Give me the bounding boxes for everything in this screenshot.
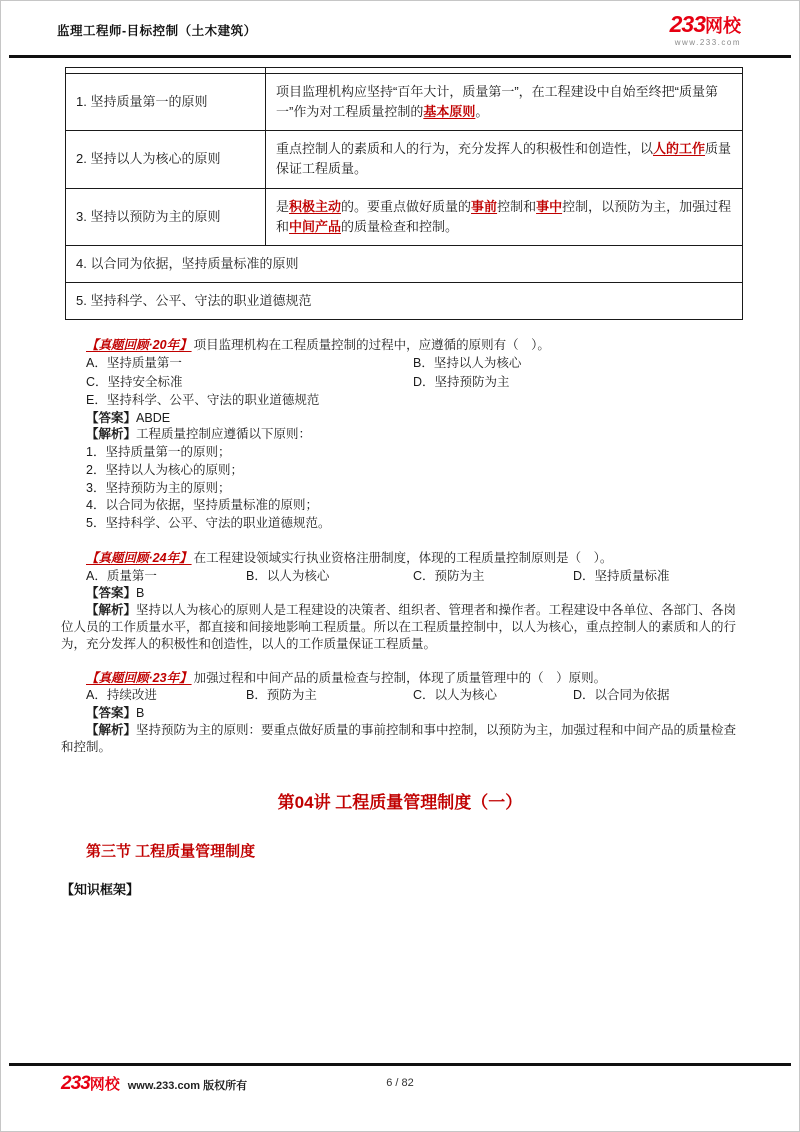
page-number: 6 / 82 <box>386 1077 414 1089</box>
analysis-label: 【解析】 <box>86 602 137 617</box>
content-body <box>61 337 739 897</box>
table-cell-description: 重点控制人的素质和人的行为，充分发挥人的积极性和创造性，以人的工作质量保证工程质量。 <box>266 131 743 188</box>
analysis-line <box>61 602 739 653</box>
header-rule <box>9 55 791 58</box>
answer-line <box>61 705 739 722</box>
option-row <box>86 373 739 392</box>
analysis-item: 5．坚持科学、公平、守法的职业道德规范。 <box>86 516 331 531</box>
option-b: B．以人为核心 <box>246 568 330 583</box>
answer-line <box>61 410 739 427</box>
analysis-label: 【解析】 <box>86 427 137 442</box>
analysis-list <box>61 443 739 532</box>
option-d: D．坚持质量标准 <box>573 568 670 583</box>
footer-brand <box>61 1073 247 1095</box>
header-title: 监理工程师-目标控制（土木建筑） <box>57 24 257 38</box>
table-cell-principle: 5. 坚持科学、公平、守法的职业道德规范 <box>66 282 743 319</box>
option-a: A．持续改进 <box>86 688 157 703</box>
table-row <box>66 188 743 245</box>
quality-principles-table <box>65 67 743 320</box>
question-line <box>61 337 739 354</box>
page-footer <box>1 1063 799 1095</box>
analysis-text: 坚持以人为核心的原则人是工程建设的决策者、组织者、管理者和操作者。工程建设中各单位、各部门、各岗位人员的工作质量水平，都直接和间接地影响工程质量。所以在工程质量控制中，以人为核心，重点控制人的素质和人的行为，充分发挥人的积极性和创造性，以人的工作质量保证工程质量。 <box>61 602 737 651</box>
analysis-intro: 工程质量控制应遵循以下原则： <box>136 427 312 442</box>
table-cell-principle: 4. 以合同为依据，坚持质量标准的原则 <box>66 245 743 282</box>
lecture-heading: 第04讲 工程质量管理制度（一） <box>277 792 523 812</box>
analysis-label: 【解析】 <box>86 722 137 737</box>
analysis-item: 1．坚持质量第一的原则； <box>86 444 231 459</box>
table-cell-description: 是积极主动的。要重点做好质量的事前控制和事中控制，以预防为主，加强过程和中间产品的质量检查和控制。 <box>266 188 743 245</box>
table-row <box>66 282 743 319</box>
footer-row <box>1 1066 799 1095</box>
analysis-line <box>61 722 739 756</box>
question-line <box>61 550 739 567</box>
table-cell-principle: 3. 坚持以预防为主的原则 <box>66 188 266 245</box>
option-row <box>86 354 739 373</box>
question-tag: 【真题回顾·20年】 <box>86 338 192 353</box>
analysis-line <box>61 426 739 443</box>
option-row <box>86 391 739 410</box>
table-row <box>66 131 743 188</box>
brand-logo-number: 233 <box>669 11 705 37</box>
options-list <box>86 354 739 410</box>
question-text: 加强过程和中间产品的质量检查与控制，体现了质量管理中的（ ）原则。 <box>193 670 607 685</box>
answer-label: 【答案】 <box>86 410 137 425</box>
answer-value: B <box>136 586 145 600</box>
option-d: D．坚持预防为主 <box>413 374 510 389</box>
analysis-item: 4．以合同为依据，坚持质量标准的原则； <box>86 498 318 513</box>
option-a: A．坚持质量第一 <box>86 356 182 370</box>
brand-logo-name: 网校 <box>705 16 741 36</box>
option-b: B．预防为主 <box>246 688 317 703</box>
table-row <box>66 74 743 131</box>
footer-logo-name: 网校 <box>89 1076 120 1093</box>
question-block-2020 <box>61 337 739 533</box>
option-c: C．坚持安全标准 <box>86 374 183 389</box>
answer-value: ABDE <box>136 410 171 425</box>
footer-logo-number: 233 <box>61 1073 90 1094</box>
table-cell-principle: 2. 坚持以人为核心的原则 <box>66 131 266 188</box>
question-text: 项目监理机构在工程质量控制的过程中，应遵循的原则有（ ）。 <box>193 338 550 353</box>
table-row <box>66 245 743 282</box>
analysis-item: 2．坚持以人为核心的原则； <box>86 462 243 477</box>
options-list <box>86 686 739 705</box>
option-a: A．质量第一 <box>86 568 157 583</box>
analysis-text: 坚持预防为主的原则：要重点做好质量的事前控制和事中控制，以预防为主，加强过程和中间产品的质量检查和控制。 <box>61 722 737 754</box>
table-cell-description: 项目监理机构应坚持“百年大计，质量第一”，在工程建设中自始至终把“质量第一”作为对工程质量控制的基本原则。 <box>266 74 743 131</box>
question-block-2024 <box>61 550 739 653</box>
options-list <box>86 567 739 586</box>
analysis-item: 3．坚持预防为主的原则； <box>86 480 231 495</box>
answer-label: 【答案】 <box>86 705 137 720</box>
section-heading: 第三节 工程质量管理制度 <box>86 842 256 860</box>
question-tag: 【真题回顾·24年】 <box>86 550 192 565</box>
question-text: 在工程建设领域实行执业资格注册制度，体现的工程质量控制原则是（ ）。 <box>193 550 613 565</box>
answer-value: B <box>136 705 145 720</box>
brand-logo-url: www.233.com <box>674 38 741 47</box>
brand-logo-text <box>670 13 741 36</box>
footer-copyright: www.233.com 版权所有 <box>127 1080 248 1092</box>
answer-label: 【答案】 <box>86 586 137 600</box>
option-c: C．预防为主 <box>413 568 485 583</box>
option-b: B．坚持以人为核心 <box>413 356 522 370</box>
option-e: E．坚持科学、公平、守法的职业道德规范 <box>86 393 320 407</box>
brand-logo <box>670 13 741 47</box>
option-d: D．以合同为依据 <box>573 688 670 703</box>
question-tag: 【真题回顾·23年】 <box>86 670 192 685</box>
question-line <box>61 670 739 687</box>
answer-line <box>61 585 739 602</box>
table-cell-principle: 1. 坚持质量第一的原则 <box>66 74 266 131</box>
knowledge-frame-label: 【知识框架】 <box>61 881 140 897</box>
question-block-2023 <box>61 670 739 756</box>
page-header <box>1 1 799 53</box>
option-c: C．以人为核心 <box>413 688 498 703</box>
